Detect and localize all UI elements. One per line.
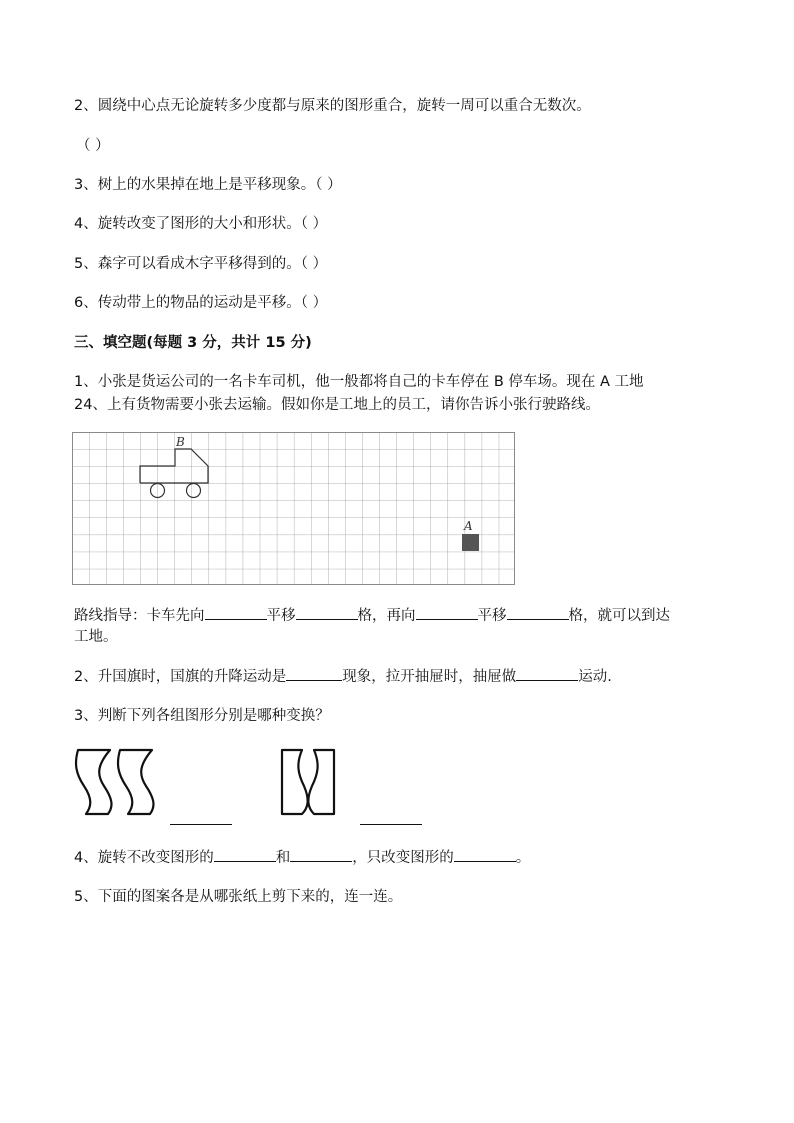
fill-q4-text-2: 和 [275,850,291,866]
fill-q2-text-1: 2、升国旗时，国旗的升降运动是 [74,669,287,685]
route-text-3: 格，再向 [357,608,416,624]
route-text-5: 格，就可以到达 [568,608,670,624]
fill-q2 [74,666,612,687]
judge-q6 [74,293,327,313]
judge-q2: 2、圆绕中心点无论旋转多少度都与原来的图形重合，旋转一周可以重合无数次。 [74,98,591,114]
route-text-4: 平移 [477,608,507,624]
fill-q4-text-3: ，只改变图形的 [352,850,454,866]
fill-q2-text-3: 运动. [578,669,612,685]
judge-q6-paren: （ ） [300,295,328,311]
route-blank-steps-2[interactable] [507,605,569,620]
grid-label-a: A [464,519,473,533]
fill-q1-line2: 24、上有货物需要小张去运输。假如你是工地上的员工，请你告诉小张行驶路线。 [74,397,600,413]
fill-q4-blank-2[interactable] [290,847,352,862]
judge-q6-text: 6、传动带上的物品的运动是平移。 [74,295,301,311]
fill-q1-line1: 1、小张是货运公司的一名卡车司机，他一般都将自己的卡车停在 B 停车场。现在 A 工地 [74,374,644,390]
route-blank-direction-2[interactable] [416,605,478,620]
judge-q4 [74,214,327,234]
fill-q3-answer-blank-1[interactable] [170,824,232,825]
route-guidance [74,605,670,626]
grid-cells [73,433,515,585]
judge-q5-paren: （ ） [300,256,328,272]
route-grid-svg [72,432,516,586]
route-text-1: 路线指导：卡车先向 [74,608,205,624]
fill-q4-text-4: 。 [515,850,531,866]
fill-q4 [74,847,530,868]
judge-q3 [74,175,342,195]
route-guidance-line2: 工地。 [74,629,118,645]
fill-q3: 3、判断下列各组图形分别是哪种变换？ [74,708,330,724]
fill-q4-text-1: 4、旋转不改变图形的 [74,850,214,866]
route-grid [72,432,516,590]
judge-q3-paren: （ ） [315,177,342,193]
section-title-fill: 三、填空题(每题 3 分，共计 15 分) [74,335,312,351]
fill-q4-blank-3[interactable] [454,847,516,862]
grid-label-b: B [176,435,185,449]
wave-shape-pair-1 [76,750,153,814]
transformation-figures [72,744,432,830]
fill-q2-blank-1[interactable] [286,666,342,681]
judge-q4-paren: （ ） [300,216,328,232]
route-blank-direction-1[interactable] [205,605,267,620]
judge-q4-text: 4、旋转改变了图形的大小和形状。 [74,216,301,232]
fill-q3-answer-blank-2[interactable] [360,824,422,825]
transformation-figures-svg [72,744,432,826]
fill-q5: 5、下面的图案各是从哪张纸上剪下来的，连一连。 [74,889,403,905]
fill-q2-text-2: 现象，拉开抽屉时，抽屉做 [342,669,517,685]
fill-q4-blank-1[interactable] [214,847,276,862]
judge-q5-text: 5、森字可以看成木字平移得到的。 [74,256,301,272]
route-text-2: 平移 [266,608,296,624]
judge-q2-paren: （ ） [76,138,110,154]
wave-shape-pair-2 [282,750,334,814]
fill-q2-blank-2[interactable] [516,666,578,681]
worksite-a-marker [462,534,479,551]
judge-q3-text: 3、树上的水果掉在地上是平移现象。 [74,177,316,193]
judge-q5 [74,254,327,274]
route-blank-steps-1[interactable] [296,605,358,620]
